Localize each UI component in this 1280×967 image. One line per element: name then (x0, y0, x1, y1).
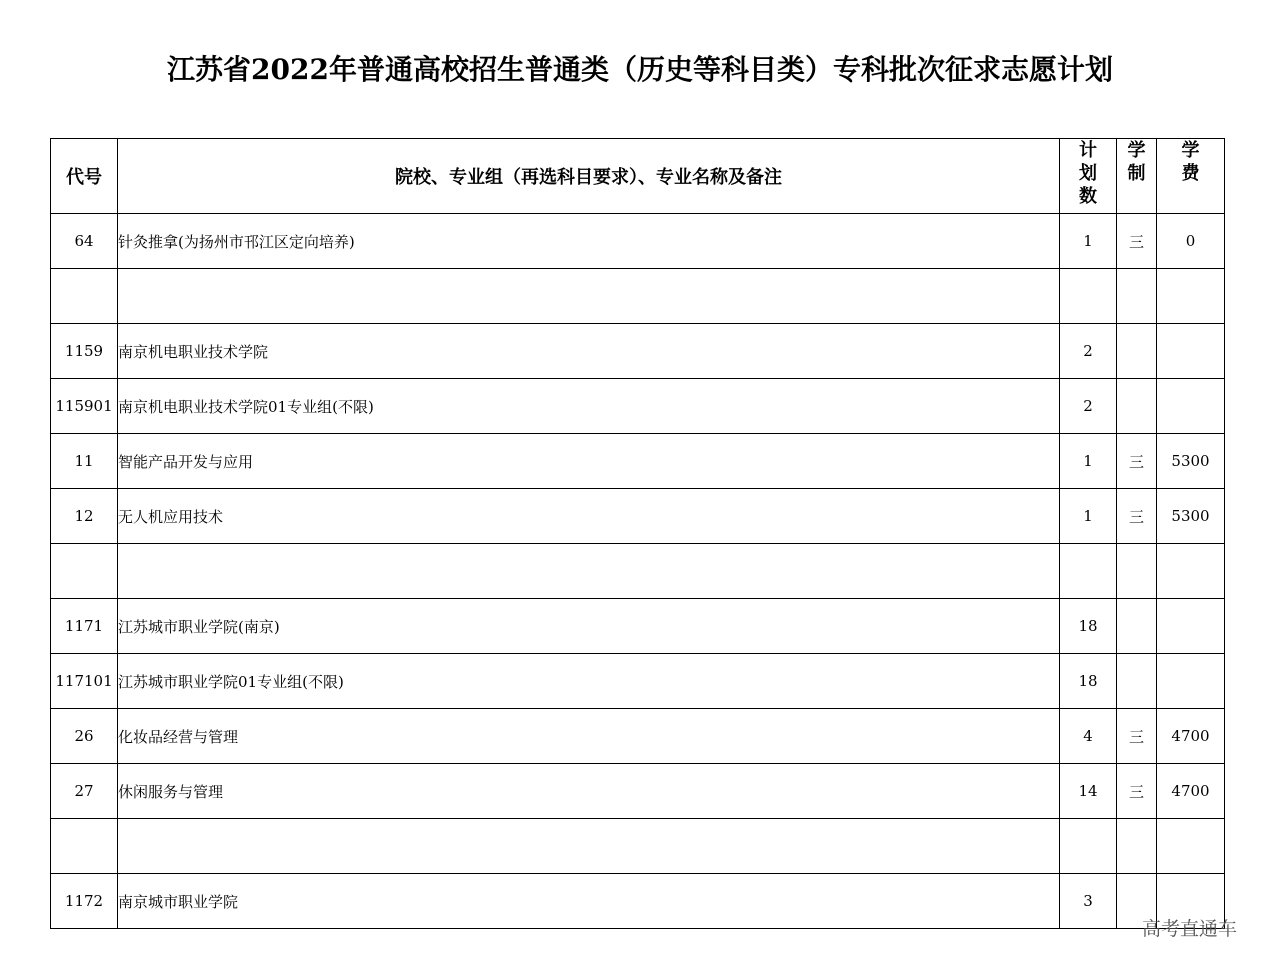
cell-duration (1117, 544, 1157, 599)
header-plan-count (1060, 139, 1117, 214)
cell-tuition (1157, 819, 1225, 874)
cell-code: 11 (51, 434, 118, 489)
cell-plan-count: 3 (1060, 874, 1117, 929)
cell-code: 1171 (51, 599, 118, 654)
cell-tuition: 0 (1157, 214, 1225, 269)
cell-code (51, 269, 118, 324)
cell-duration (1117, 379, 1157, 434)
cell-duration: 三 (1117, 489, 1157, 544)
cell-name: 无人机应用技术 (118, 489, 1060, 544)
header-plan-char: 划 (1079, 163, 1097, 184)
enrollment-plan-table (50, 138, 1225, 929)
cell-name: 南京机电职业技术学院 (118, 324, 1060, 379)
header-plan-char: 计 (1079, 140, 1097, 161)
table-row (51, 214, 1225, 269)
table-row (51, 709, 1225, 764)
cell-name (118, 269, 1060, 324)
header-duration (1117, 139, 1157, 214)
cell-duration (1117, 599, 1157, 654)
table-row (51, 599, 1225, 654)
cell-code: 26 (51, 709, 118, 764)
header-duration-char: 制 (1127, 163, 1146, 184)
cell-tuition (1157, 324, 1225, 379)
cell-code: 1172 (51, 874, 118, 929)
cell-code: 64 (51, 214, 118, 269)
cell-code: 117101 (51, 654, 118, 709)
cell-name: 化妆品经营与管理 (118, 709, 1060, 764)
table-row (51, 434, 1225, 489)
cell-duration: 三 (1117, 214, 1157, 269)
header-tuition-char: 学 (1181, 140, 1200, 161)
cell-name: 南京城市职业学院 (118, 874, 1060, 929)
cell-tuition: 4700 (1157, 709, 1225, 764)
cell-code: 115901 (51, 379, 118, 434)
table-row (51, 819, 1225, 874)
cell-plan-count (1060, 269, 1117, 324)
cell-name: 针灸推拿(为扬州市邗江区定向培养) (118, 214, 1060, 269)
cell-duration: 三 (1117, 709, 1157, 764)
header-code: 代号 (51, 139, 118, 214)
cell-code: 1159 (51, 324, 118, 379)
cell-plan-count: 1 (1060, 434, 1117, 489)
cell-plan-count: 14 (1060, 764, 1117, 819)
table-row (51, 489, 1225, 544)
table-row (51, 654, 1225, 709)
cell-name (118, 819, 1060, 874)
cell-name: 江苏城市职业学院01专业组(不限) (118, 654, 1060, 709)
header-plan-char: 数 (1079, 186, 1097, 207)
cell-plan-count: 1 (1060, 489, 1117, 544)
cell-tuition (1157, 654, 1225, 709)
cell-duration: 三 (1117, 764, 1157, 819)
cell-plan-count (1060, 544, 1117, 599)
cell-plan-count: 18 (1060, 599, 1117, 654)
cell-name (118, 544, 1060, 599)
header-name: 院校、专业组（再选科目要求）、专业名称及备注 (118, 139, 1060, 214)
cell-name: 江苏城市职业学院(南京) (118, 599, 1060, 654)
table-row (51, 324, 1225, 379)
cell-duration: 三 (1117, 434, 1157, 489)
header-tuition (1157, 139, 1225, 214)
cell-plan-count: 1 (1060, 214, 1117, 269)
cell-duration (1117, 269, 1157, 324)
cell-code (51, 544, 118, 599)
page-title: 江苏省2022年普通高校招生普通类（历史等科目类）专科批次征求志愿计划 (167, 53, 1113, 86)
table-row (51, 764, 1225, 819)
cell-code (51, 819, 118, 874)
cell-name: 南京机电职业技术学院01专业组(不限) (118, 379, 1060, 434)
table-row (51, 874, 1225, 929)
table-row (51, 269, 1225, 324)
cell-tuition: 5300 (1157, 434, 1225, 489)
cell-tuition: 4700 (1157, 764, 1225, 819)
cell-name: 休闲服务与管理 (118, 764, 1060, 819)
table-row (51, 544, 1225, 599)
cell-plan-count: 4 (1060, 709, 1117, 764)
table-header-row (51, 139, 1225, 214)
header-tuition-char: 费 (1181, 163, 1200, 184)
cell-tuition (1157, 269, 1225, 324)
cell-duration (1117, 324, 1157, 379)
table-body (51, 214, 1225, 929)
cell-plan-count: 2 (1060, 379, 1117, 434)
cell-plan-count: 2 (1060, 324, 1117, 379)
cell-code: 27 (51, 764, 118, 819)
cell-tuition (1157, 599, 1225, 654)
table-row (51, 379, 1225, 434)
cell-code: 12 (51, 489, 118, 544)
header-duration-char: 学 (1127, 140, 1146, 161)
cell-duration (1117, 819, 1157, 874)
cell-plan-count: 18 (1060, 654, 1117, 709)
cell-plan-count (1060, 819, 1117, 874)
cell-duration (1117, 654, 1157, 709)
watermark: 高考直通车 (1142, 918, 1238, 940)
cell-name: 智能产品开发与应用 (118, 434, 1060, 489)
cell-tuition (1157, 379, 1225, 434)
cell-tuition: 5300 (1157, 489, 1225, 544)
cell-tuition (1157, 544, 1225, 599)
